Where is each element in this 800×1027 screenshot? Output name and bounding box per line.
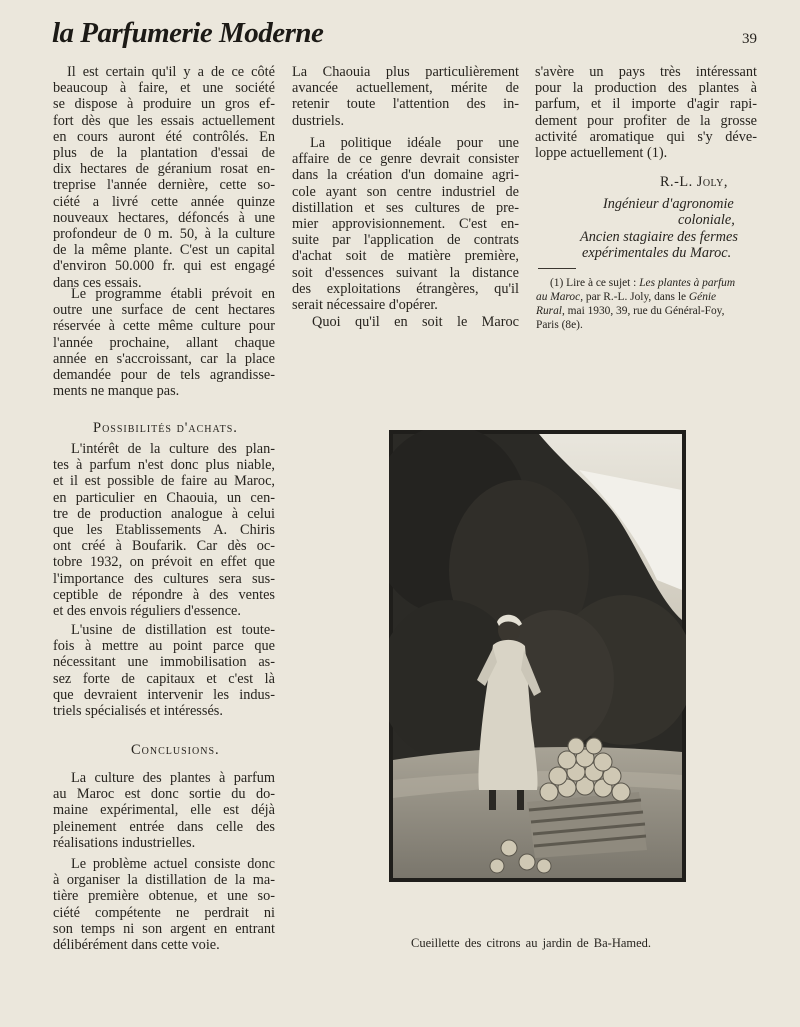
- author-title-line-3: Ancien stagiaire des fermes: [580, 229, 738, 245]
- text-line: dans la création d'un domaine agri-: [292, 167, 519, 184]
- text-line: de la même plante. C'est un capital: [53, 242, 275, 259]
- text-line: treprise l'année dernière, cette so-: [53, 177, 275, 194]
- text-line: affaire de ce genre devrait consister: [292, 151, 519, 168]
- text-line: activité aromatique qui s'y déve-: [535, 128, 757, 145]
- footnote-line: (1) Lire à ce sujet : Les plantes à parfum: [550, 277, 736, 289]
- text-line: dans ces essais.: [53, 274, 142, 291]
- text-line: avancée actuellement, mérite de: [292, 80, 519, 97]
- footnote-rule: [538, 268, 576, 269]
- text-line: distillation et ses cultures de pre-: [292, 199, 519, 216]
- text-line: parfum, et il importe d'agir rapi-: [535, 96, 757, 113]
- text-line: suite par l'application de contrats: [292, 232, 519, 249]
- text-line: L'intérêt de la culture des plan-: [71, 441, 275, 457]
- text-line: soit d'essences suivant la distance: [292, 264, 519, 281]
- text-line: année en s'accroissant, car la place: [53, 350, 275, 367]
- heading-conclusions: Conclusions.: [131, 742, 220, 758]
- text-line: ceptible de répondre à des ventes: [53, 586, 275, 603]
- author-title-line-2: coloniale,: [678, 212, 735, 228]
- text-line: réalisations industrielles.: [53, 834, 196, 851]
- photograph-image: [389, 430, 686, 882]
- text-line: ciété compétente ne perdrait ni: [53, 904, 275, 921]
- text-line: se dispose à produire un gros ef-: [53, 96, 275, 113]
- text-line: profondeur de 0 m. 50, à la culture: [53, 226, 275, 242]
- text-line: mier approvisionnement. C'est en-: [292, 216, 519, 232]
- figure-caption: Cueillette des citrons au jardin de Ba-Hamed.: [411, 936, 652, 950]
- author-title-line-1: Ingénieur d'agronomie: [603, 196, 734, 212]
- footnote-line: Paris (8e).: [536, 319, 583, 331]
- text-line: tobre 1932, on prévoit en effet que: [53, 554, 275, 571]
- text-line: en particulier en Chaouia, un cen-: [53, 489, 275, 506]
- text-line: maine expérimental, elle est déjà: [53, 802, 275, 819]
- text-line: loppe actuellement (1).: [535, 145, 668, 161]
- footnote-line: Rural, mai 1930, 39, rue du Général-Foy,: [536, 305, 725, 317]
- footnote-line: au Maroc, par R.-L. Joly, dans le Génie: [536, 291, 717, 303]
- text-line: Le programme établi prévoit en: [71, 286, 275, 302]
- text-line: ciété a livré cette année quinze: [53, 193, 275, 210]
- page-number: 39: [742, 31, 757, 47]
- text-line: La politique idéale pour une: [310, 135, 519, 151]
- text-line: La culture des plantes à parfum: [71, 770, 275, 786]
- text-line: s'avère un pays très intéressant: [535, 64, 757, 80]
- text-line: à organiser la distillation de la ma-: [53, 872, 275, 889]
- text-line: ments ne manque pas.: [53, 383, 180, 400]
- text-line: nécessitant une immobilisation as-: [53, 654, 275, 671]
- text-line: Quoi qu'il en soit le Maroc: [312, 314, 519, 330]
- text-line: fort dès que les essais actuellement: [53, 112, 275, 129]
- text-line: dustriels.: [292, 112, 345, 129]
- text-line: cole ayant son centre industriel de: [292, 183, 519, 200]
- text-line: La Chaouia plus particulièrement: [292, 64, 519, 80]
- text-line: d'environ 50.000 fr. qui est engagé: [53, 258, 275, 275]
- text-line: dement pour profiter de la grosse: [535, 112, 757, 129]
- text-line: demandée pour de tels agrandisse-: [53, 367, 275, 383]
- text-line: tre de production analogue à celui: [53, 505, 275, 522]
- text-line: l'importance des cultures sera sus-: [53, 570, 275, 587]
- text-line: tière première obtenue, et une so-: [53, 888, 275, 905]
- author-name: R.-L. Joly,: [660, 174, 728, 190]
- text-line: au Maroc est donc sortie du do-: [53, 786, 275, 803]
- text-line: fois à mettre au point parce que: [53, 638, 275, 655]
- text-line: et des envois réguliers d'essence.: [53, 603, 241, 619]
- text-line: délibérément dans cette voie.: [53, 937, 220, 953]
- text-line: sez forte de capitaux et c'est là: [53, 670, 275, 687]
- text-line: Il est certain qu'il y a de ce côté: [67, 64, 275, 80]
- text-line: que les Etablissements A. Chiris: [53, 522, 275, 538]
- text-line: tes à parfum n'est donc plus niable,: [53, 457, 275, 474]
- text-line: pleinement entrée dans celle des: [53, 818, 275, 835]
- text-line: retenir toute l'attention des in-: [292, 96, 519, 113]
- text-line: réservée à cette même culture pour: [53, 318, 275, 335]
- text-line: et il est possible de faire au Maroc,: [53, 473, 275, 490]
- heading-possibilites-d-achats: Possibilités d'achats.: [93, 420, 238, 436]
- photograph-lemon-harvest: [389, 430, 686, 882]
- text-line: l'année prochaine, allant chaque: [53, 334, 275, 351]
- text-line: en cours auront été contrôlés. En: [53, 128, 275, 145]
- text-line: son temps ni son argent en entrant: [53, 920, 275, 937]
- text-line: triels spécialisés et intéressés.: [53, 703, 223, 719]
- text-line: d'achat soit de matière première,: [292, 248, 519, 265]
- text-line: nouveaux hectares, défoncés à une: [53, 209, 275, 226]
- text-line: que devraient intervenir les indus-: [53, 686, 275, 703]
- masthead-title: la Parfumerie Moderne: [52, 17, 324, 49]
- text-line: L'usine de distillation est toute-: [71, 622, 275, 638]
- author-title-line-4: expérimentales du Maroc.: [582, 245, 732, 261]
- text-line: serait nécessaire d'opérer.: [292, 297, 438, 313]
- text-line: plus de la plantation d'essai de: [53, 145, 275, 161]
- text-line: outre une surface de cent hectares: [53, 302, 275, 319]
- text-line: pour la production des plantes à: [535, 80, 757, 97]
- text-line: Le problème actuel consiste donc: [71, 856, 275, 872]
- text-line: ont créé à Boufarik. Car dès oc-: [53, 538, 275, 555]
- text-line: des exploitations étrangères, qu'il: [292, 280, 519, 297]
- text-line: dix hectares de géranium rosat en-: [53, 161, 275, 178]
- text-line: beaucoup à faire, et une société: [53, 80, 275, 97]
